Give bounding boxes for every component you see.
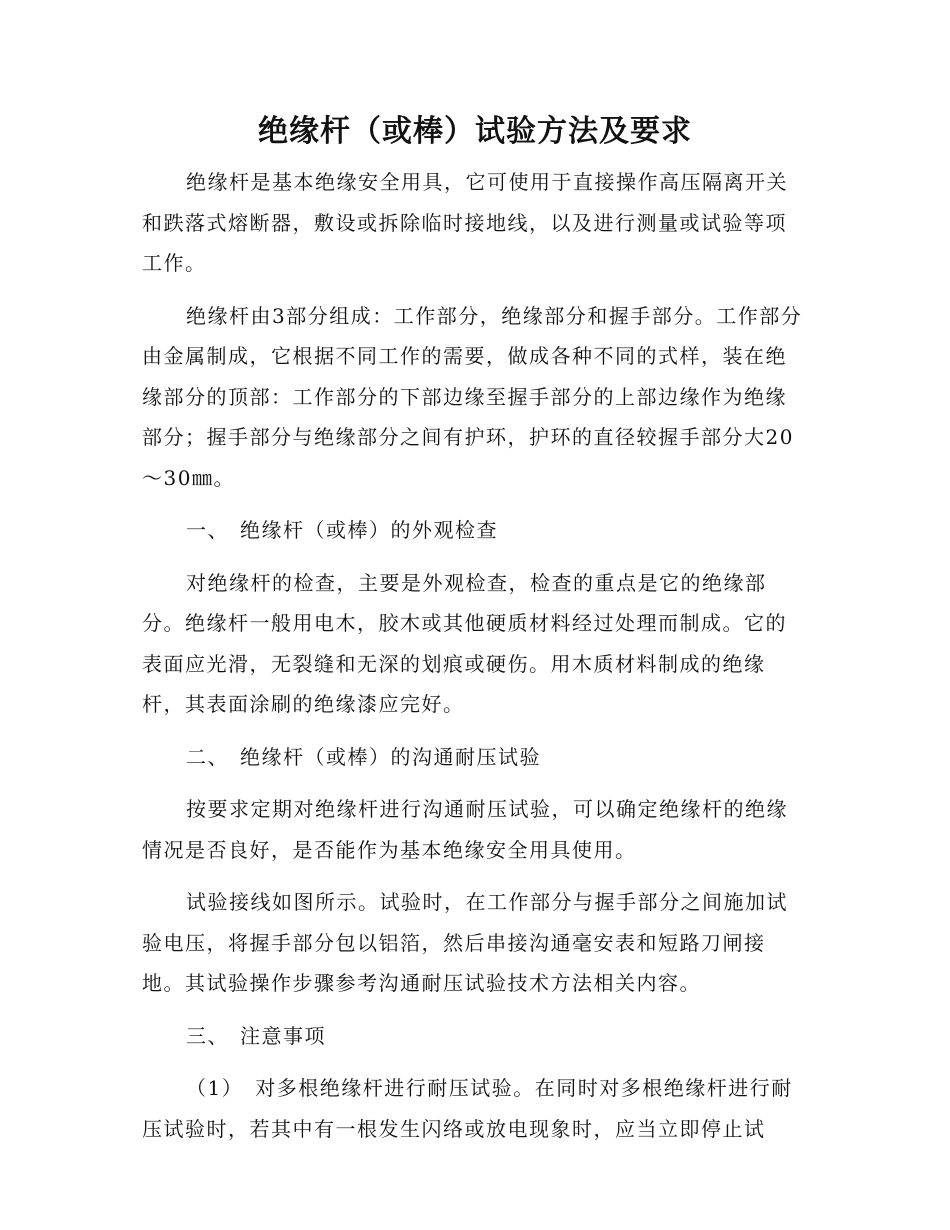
- note-item-number: （1）: [186, 1076, 244, 1100]
- section2-paragraph-1: 按要求定期对绝缘杆进行沟通耐压试验，可以确定绝缘杆的绝缘情况是否良好，是否能作为基本绝缘安全用具使用。: [142, 797, 788, 862]
- section-title-1: 绝缘杆（或棒）的外观检查: [240, 518, 498, 542]
- section-number-3: 三、: [186, 1023, 229, 1048]
- section-heading-3: [142, 1016, 808, 1057]
- section-title-3: 注意事项: [240, 1023, 326, 1048]
- section-number-2: 二、: [186, 744, 229, 769]
- document-title: 绝缘杆（或棒）试验方法及要求: [258, 114, 692, 149]
- section-number-1: 一、: [186, 518, 229, 542]
- intro-paragraph-2: 绝缘杆由3部分组成：工作部分，绝缘部分和握手部分。工作部分由金属制成，它根据不同工作的需要，做成各种不同的式样，装在绝缘部分的顶部：工作部分的下部边缘至握手部分的上部边缘作为绝缘部分；握手部分与绝缘部分之间有护环，护环的直径较握手部分大20～30㎜。: [142, 303, 803, 490]
- note-item-text: 对多根绝缘杆进行耐压试验。在同时对多根绝缘杆进行耐压试验时，若其中有一根发生闪络或放电现象时，应当立即停止试: [142, 1076, 793, 1141]
- section1-paragraph-1: 对绝缘杆的检查，主要是外观检查，检查的重点是它的绝缘部分。绝缘杆一般用电木，胶木或其他硬质材料经过处理而制成。它的表面应光滑，无裂缝和无深的划痕或硬伤。用木质材料制成的绝缘杆，其表面涂刷的绝缘漆应完好。: [142, 570, 787, 716]
- section-title-2: 绝缘杆（或棒）的沟通耐压试验: [240, 744, 541, 769]
- section2-paragraph-2: 试验接线如图所示。试验时，在工作部分与握手部分之间施加试验电压，将握手部分包以铝箔，然后串接沟通毫安表和短路刀闸接地。其试验操作步骤参考沟通耐压试验技术方法相关内容。: [142, 890, 788, 995]
- section-heading-1: [142, 510, 808, 551]
- note-item-1: [142, 1068, 808, 1149]
- intro-paragraph-1: 绝缘杆是基本绝缘安全用具，它可使用于直接操作高压隔离开关和跌落式熔断器，敷设或拆除临时接地线，以及进行测量或试验等项工作。: [142, 170, 788, 275]
- section-heading-2: [142, 737, 808, 778]
- document-body: [142, 162, 808, 1161]
